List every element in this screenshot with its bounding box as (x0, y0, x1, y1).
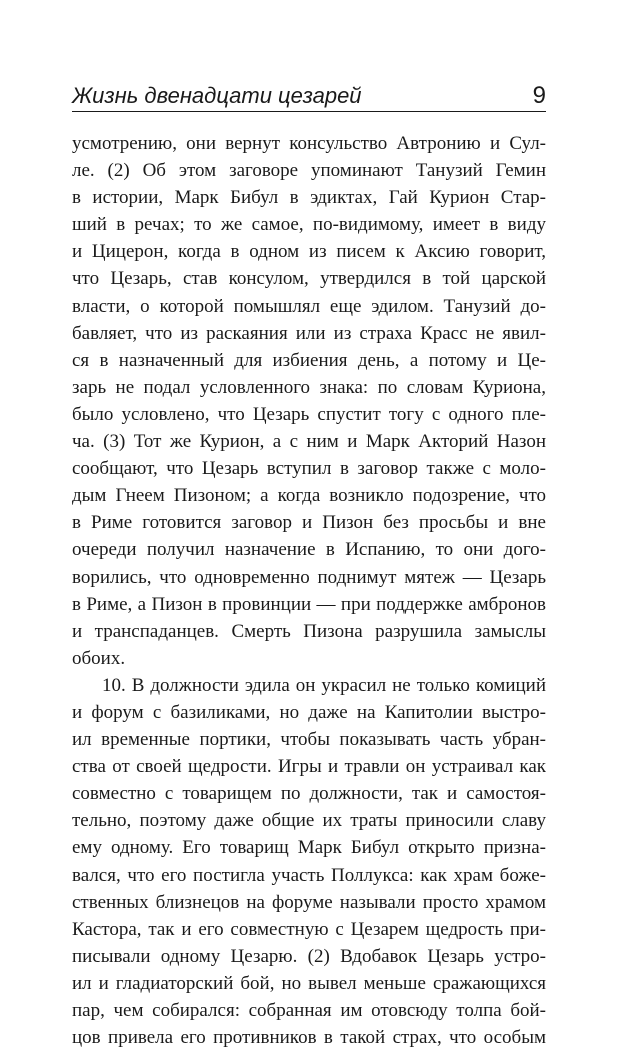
text-line: было условлено, что Цезарь спустит тогу с одного пле- (72, 403, 546, 425)
text-line: усмотрению, они вернут консульство Автронию и Сул- (72, 133, 546, 154)
text-line: бавляет, что из раскаяния или из страха Красс не явил- (72, 322, 546, 344)
text-line: ший в речах; то же самое, по-видимому, имеет в виду (72, 214, 546, 236)
text-line: пар, чем собирался: собранная им отовсюду толпа бой- (72, 1000, 546, 1021)
text-line: ле. (2) Об этом заговоре упоминают Танузий Гемин (72, 160, 546, 182)
text-line: совместно с товарищем по должности, так и самостоя- (72, 783, 546, 805)
body-text (72, 130, 546, 1051)
text-line: очереди получил назначение в Испанию, то они дого- (72, 539, 546, 561)
text-line: зарь не подал условленного знака: по словам Куриона, (72, 376, 546, 398)
text-line: и транспаданцев. Смерть Пизона разрушила замыслы (72, 620, 546, 642)
text-line: Кастора, так и его совместную с Цезарем щедрость при- (72, 918, 546, 940)
text-line: и форум с базиликами, но даже на Капитолии выстро- (72, 701, 546, 723)
running-title: Жизнь двенадцати цезарей (72, 83, 362, 108)
text-line: в Риме, а Пизон в провинции — при поддержке амбронов (72, 593, 546, 615)
text-line: ся в назначенный для избиения день, а потому и Це- (72, 349, 546, 371)
text-line: ил и гладиаторский бой, но вывел меньше сражающихся (72, 972, 546, 994)
paragraph-last-line: обоих. (72, 647, 126, 669)
text-line: власти, о которой помышлял еще эдилом. Танузий до- (72, 295, 546, 317)
page-number: 9 (532, 82, 546, 109)
text-line: ча. (3) Тот же Курион, а с ним и Марк Акторий Назон (72, 431, 546, 453)
text-line: в истории, Марк Бибул в эдиктах, Гай Курион Стар- (72, 187, 546, 209)
text-line: ил временные портики, чтобы показывать часть убран- (72, 729, 546, 751)
paragraph-first-line: 10. В должности эдила он украсил не только комиций (102, 674, 546, 696)
running-header (72, 82, 546, 114)
header-rule (72, 111, 546, 112)
text-line: вался, что его постигла участь Поллукса: как храм боже- (72, 864, 546, 886)
text-line: писывали одному Цезарю. (2) Вдобавок Цезарь устро- (72, 945, 546, 967)
text-line: ему одному. Его товарищ Марк Бибул открыто призна- (72, 837, 546, 859)
text-line: что Цезарь, став консулом, утвердился в той царской (72, 268, 546, 290)
text-line: ства от своей щедрости. Игры и травли он устраивал как (72, 756, 546, 778)
text-line: в Риме готовится заговор и Пизон без просьбы и вне (72, 512, 546, 534)
text-line: ственных близнецов на форуме называли просто храмом (72, 891, 546, 913)
text-line: сообщают, что Цезарь вступил в заговор также с моло- (72, 458, 546, 480)
text-line: дым Гнеем Пизоном; а когда возникло подозрение, что (72, 485, 546, 507)
text-line: тельно, поэтому даже общие их траты приносили славу (72, 810, 546, 832)
text-line: цов привела его противников в такой страх, что особым (72, 1027, 546, 1049)
text-line: и Цицерон, когда в одном из писем к Аксию говорит, (72, 241, 546, 263)
text-line: ворились, что одновременно поднимут мятеж — Цезарь (72, 566, 546, 588)
